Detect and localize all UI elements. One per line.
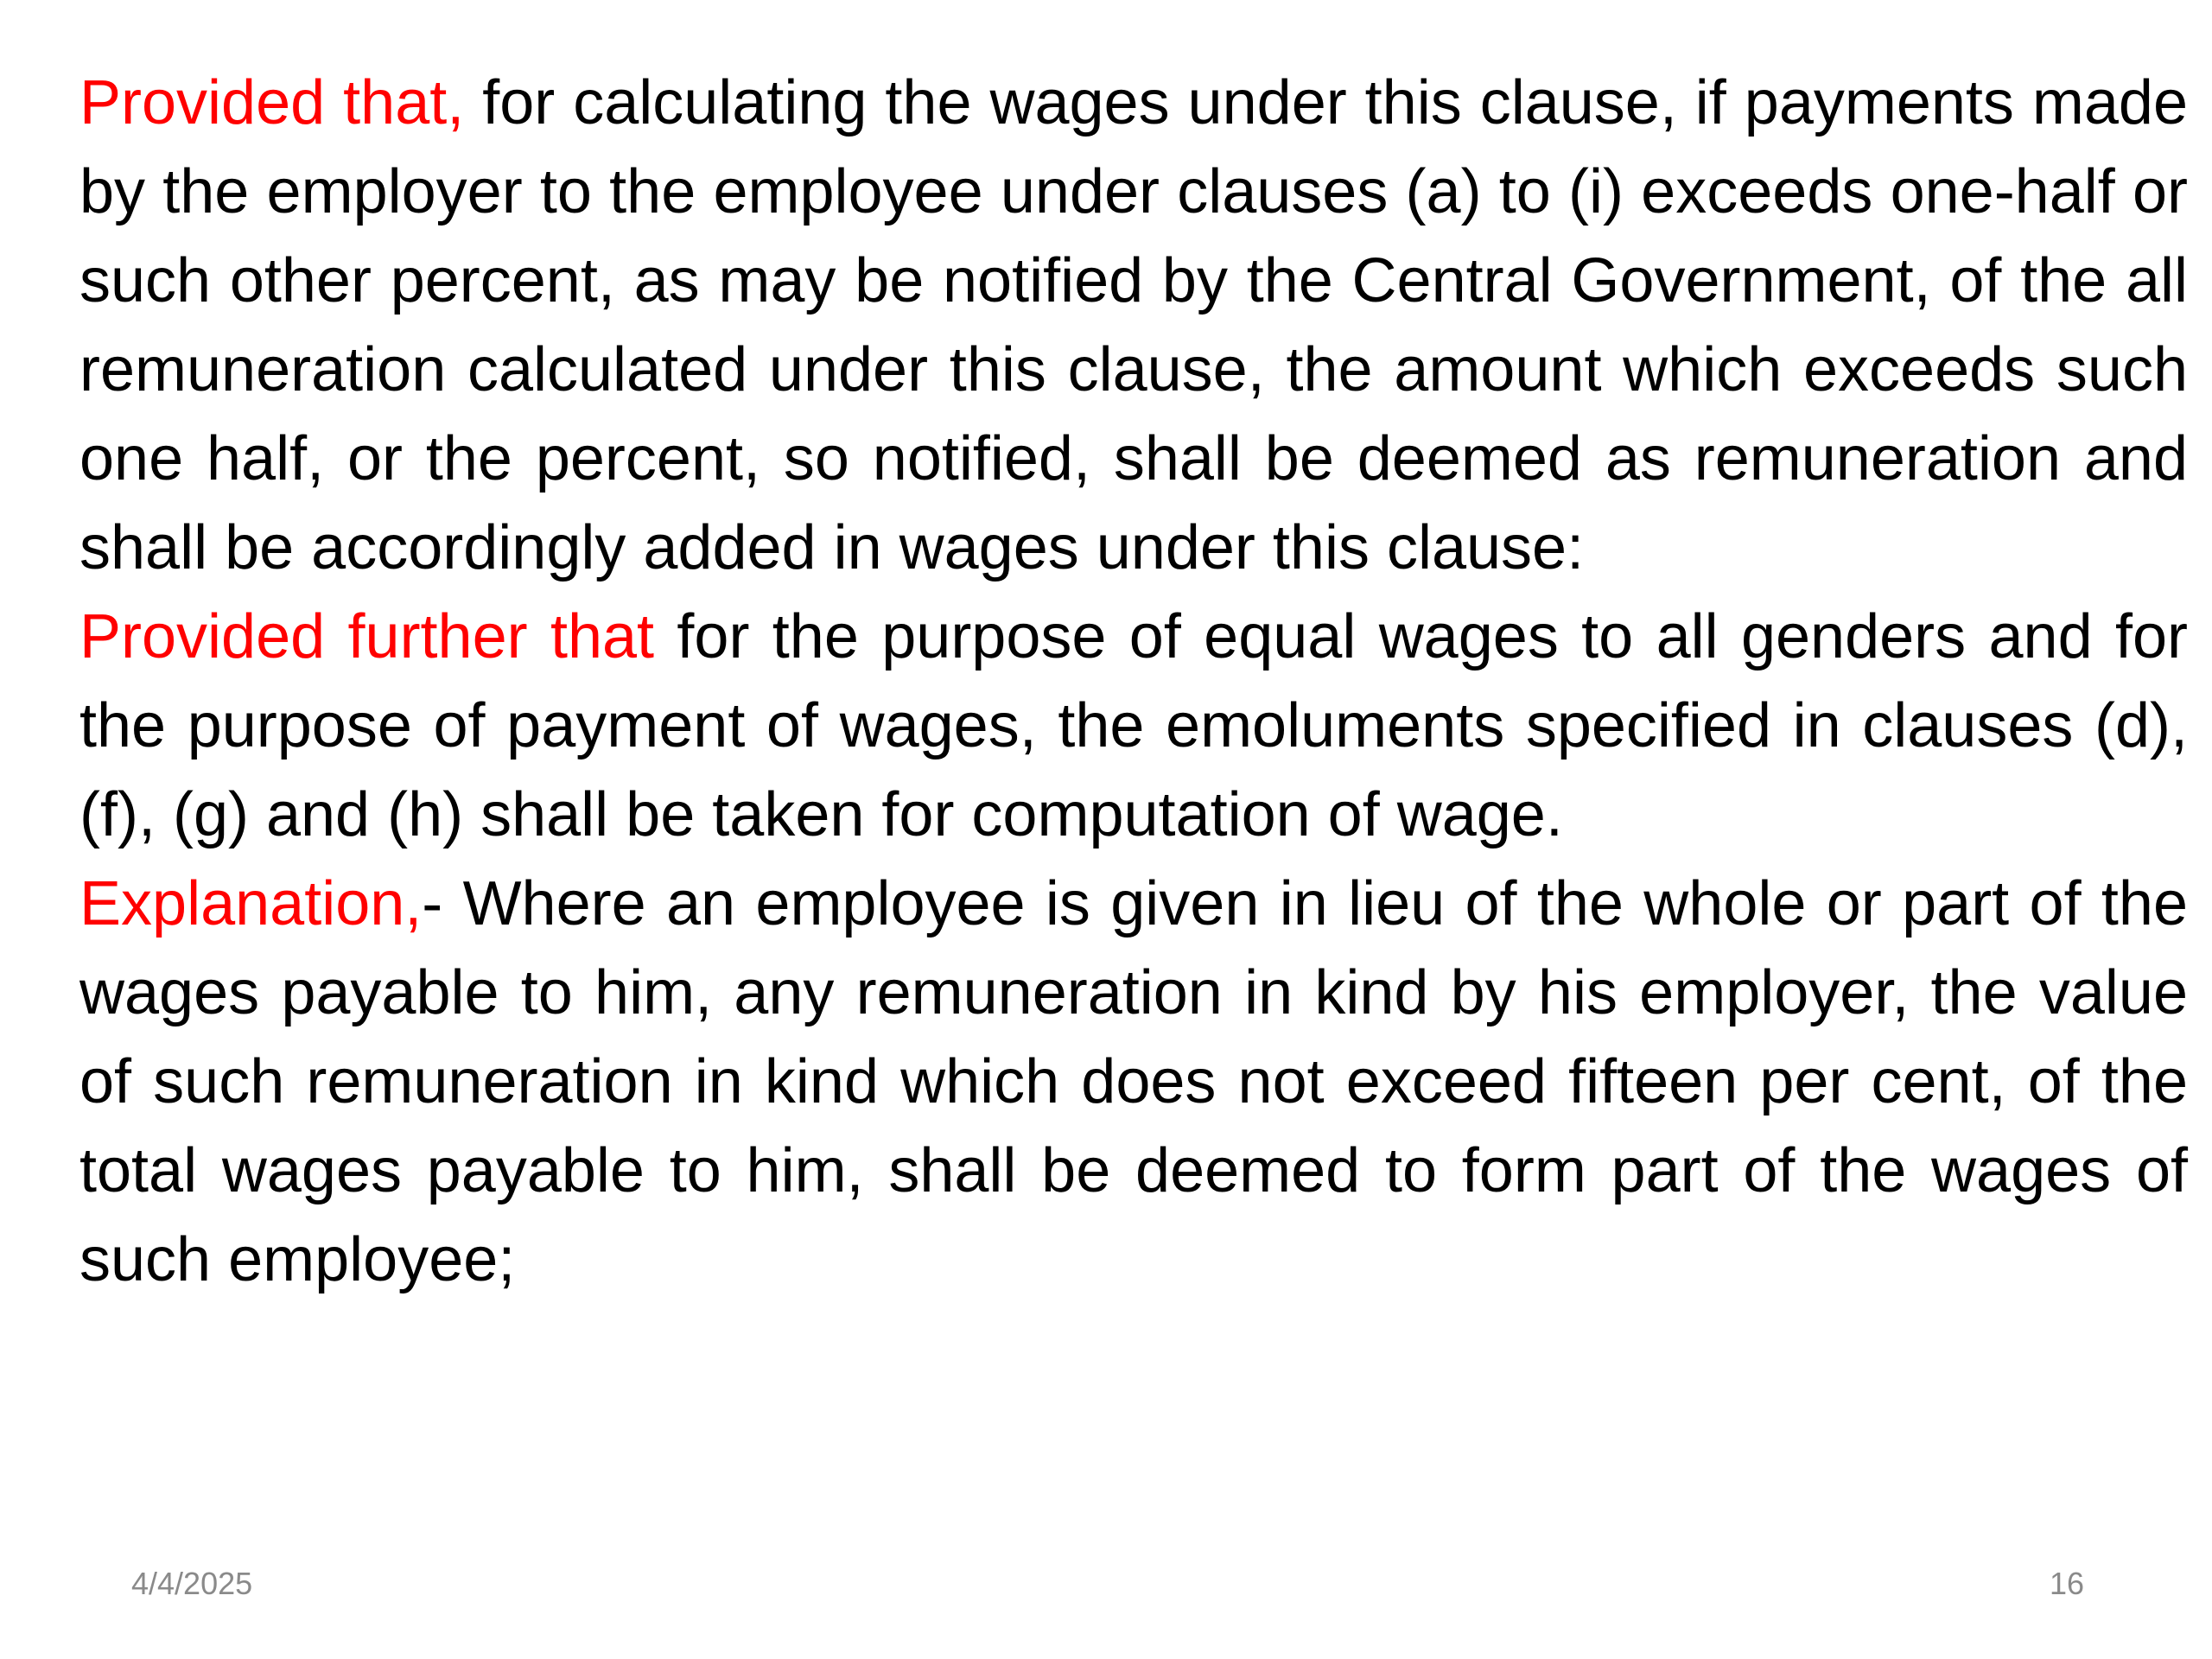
paragraph-lead-provided-further-that: Provided further that [79, 602, 655, 671]
paragraph-lead-provided-that: Provided that, [79, 68, 465, 137]
footer-date: 4/4/2025 [131, 1566, 253, 1601]
slide-body [79, 59, 2188, 1305]
paragraph-text-provided-that: for calculating the wages under this clause, if payments made by the employer to the employee under clauses (a) to (i) exceeds one-half or such other percent, as may be notified by the Central Government, of the all remuneration calculated under this clause, the amount which exceeds such one half, or the percent, so notified, shall be deemed as remuneration and shall be accordingly added in wages under this clause: [79, 68, 2188, 582]
paragraph-explanation [79, 860, 2188, 1305]
paragraph-provided-that [79, 59, 2188, 593]
paragraph-provided-further-that [79, 593, 2188, 860]
paragraph-lead-explanation: Explanation, [79, 869, 423, 938]
paragraph-text-provided-further-that: for the purpose of equal wages to all genders and for the purpose of payment of wages, the emoluments specified in clauses (d), (f), (g) and (h) shall be taken for computation of wage. [79, 602, 2188, 849]
footer-page-number: 16 [2049, 1566, 2085, 1601]
paragraph-text-explanation: - Where an employee is given in lieu of the whole or part of the wages payable to him, any remuneration in kind by his employer, the value of such remuneration in kind which does not exceed fifteen per cent, of the total wages payable to him, shall be deemed to form part of the wages of such employee; [79, 869, 2188, 1294]
